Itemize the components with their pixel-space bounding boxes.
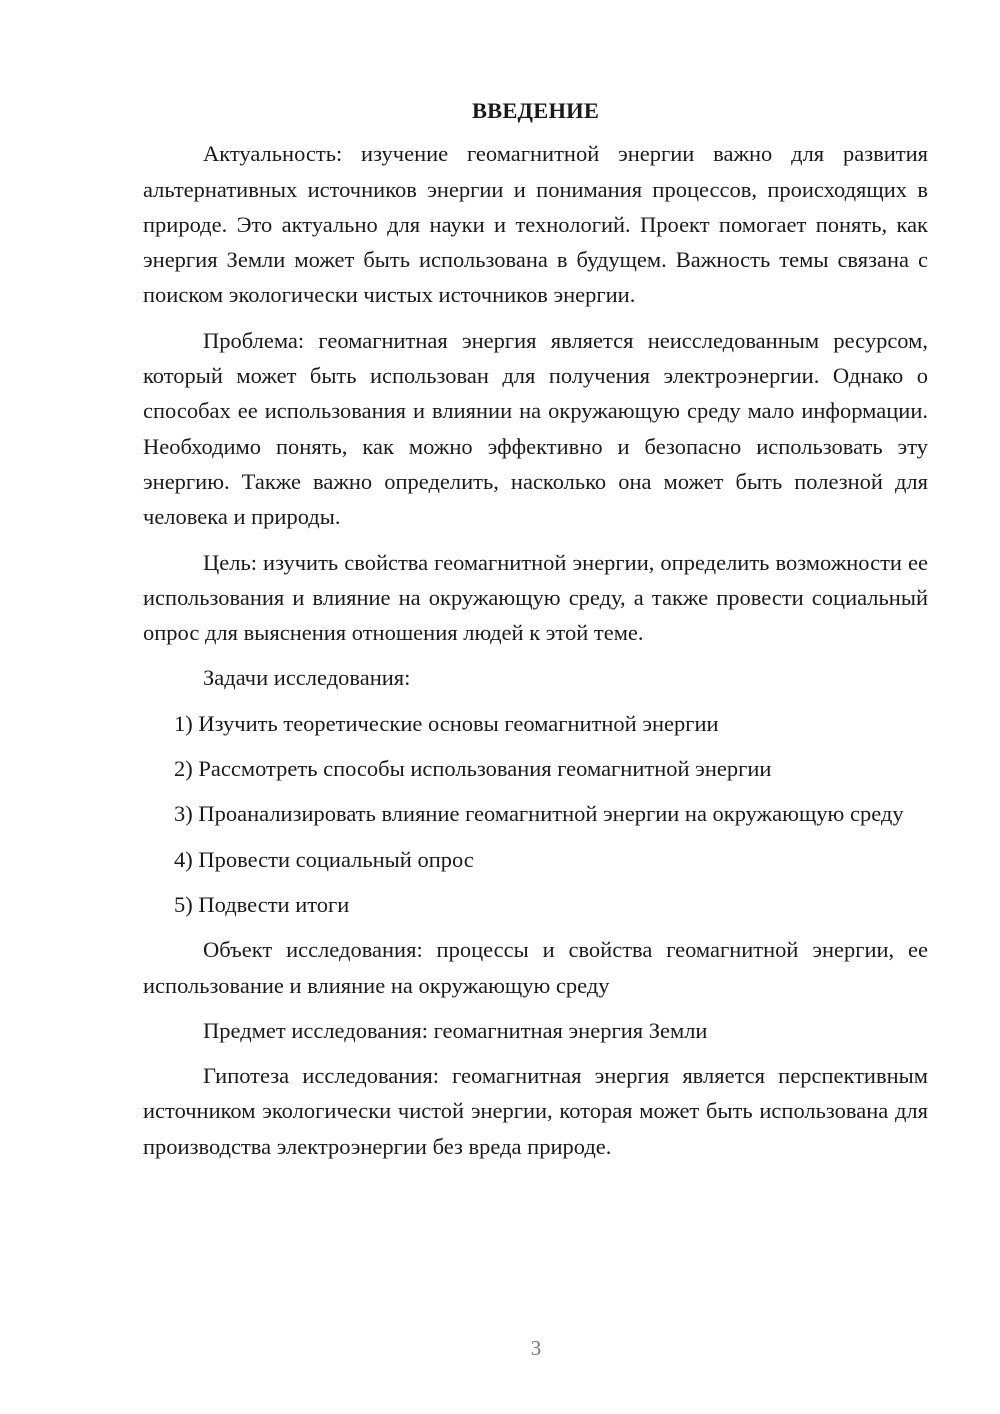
subject-paragraph: Предмет исследования: геомагнитная энергия Земли — [203, 1017, 708, 1043]
task-item-2: 2) Рассмотреть способы использования геомагнитной энергии — [174, 756, 772, 782]
task-item-4: 4) Провести социальный опрос — [174, 846, 474, 872]
hypothesis-paragraph: Гипотеза исследования: геомагнитная энергия является перспективным источником экологически чистой энергии, которая может быть использована для производства электроэнергии без вреда природе. — [143, 1063, 928, 1159]
problem-paragraph: Проблема: геомагнитная энергия является неисследованным ресурсом, который может быть использован для получения электроэнергии. Однако о способах ее использования и влиянии на окружающую среду мало информации. Необходимо понять, как можно эффективно и безопасно использовать эту энергию. Также важно определить, насколько она может быть полезной для человека и природы. — [143, 327, 928, 530]
page-number: 3 — [530, 1336, 542, 1360]
goal-paragraph: Цель: изучить свойства геомагнитной энергии, определить возможности ее использования и влияние на окружающую среду, а также провести социальный опрос для выяснения отношения людей к этой теме. — [143, 549, 928, 646]
task-item-1: 1) Изучить теоретические основы геомагнитной энергии — [174, 710, 719, 736]
task-item-3: 3) Проанализировать влияние геомагнитной энергии на окружающую среду — [174, 801, 904, 827]
page-content — [143, 93, 928, 1174]
tasks-heading: Задачи исследования: — [203, 665, 411, 691]
relevance-paragraph: Актуальность: изучение геомагнитной энергии важно для развития альтернативных источников энергии и понимания процессов, происходящих в природе. Это актуально для науки и технологий. Проект помогает понять, как энергия Земли может быть использована в будущем. Важность темы связана с поиском экологически чистых источников энергии. — [143, 141, 928, 308]
object-paragraph: Объект исследования: процессы и свойства геомагнитной энергии, ее использование и влияние на окружающую среду — [143, 937, 928, 998]
task-item-5: 5) Подвести итоги — [174, 891, 350, 917]
section-title: ВВЕДЕНИЕ — [471, 98, 600, 123]
